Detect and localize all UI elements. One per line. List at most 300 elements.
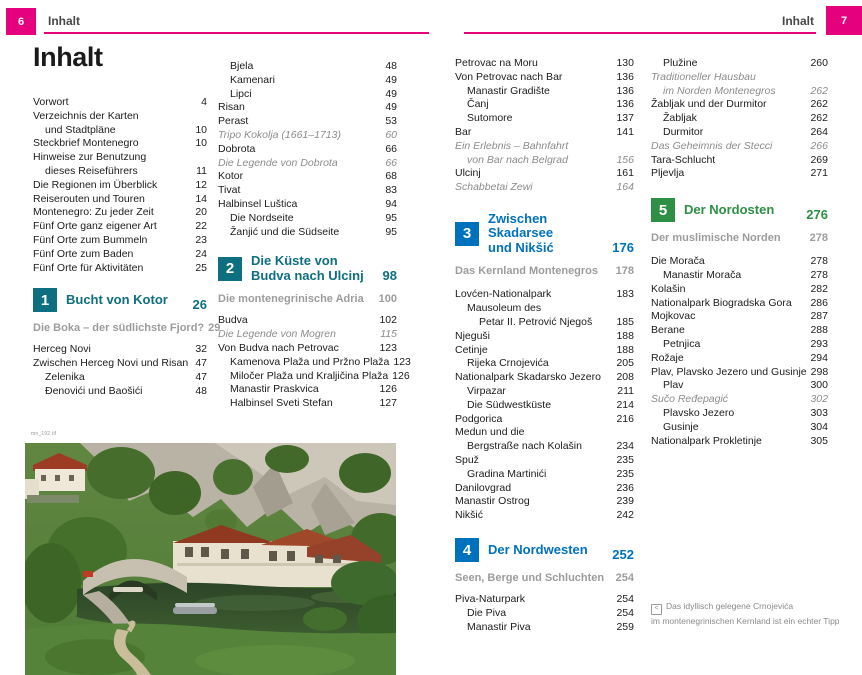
toc-entry-row: [651, 435, 828, 449]
toc-entry-row: [455, 495, 634, 509]
toc-column: [218, 60, 411, 411]
entry-title: Das Geheimnis der Stecci: [651, 139, 773, 152]
entry-title: von Bar nach Belgrad: [467, 153, 568, 166]
toc-entry-row: [455, 426, 634, 440]
entry-title: Manastir Gradište: [467, 84, 550, 97]
toc-subtitle-row: [33, 321, 221, 335]
entry-page-number: 278: [809, 232, 828, 245]
entry-title: Nationalpark Prokletinje: [651, 434, 762, 447]
arrow-left-icon: <: [651, 604, 662, 615]
toc-column: [33, 96, 221, 399]
entry-title: Kolašin: [651, 282, 686, 295]
section-number-badge: 2: [218, 257, 242, 281]
toc-entry-row: [455, 357, 634, 371]
toc-entry-row: [455, 181, 634, 195]
toc-entry-row: [455, 167, 634, 181]
photo-illustration: [25, 443, 396, 675]
entry-title: Durmitor: [663, 125, 704, 138]
toc-entry-row: [218, 74, 397, 88]
entry-title: Zwischen Herceg Novi und Risan: [33, 357, 189, 370]
toc-column: [455, 57, 634, 634]
entry-page-number: 214: [616, 398, 634, 411]
entry-page-number: 53: [385, 115, 397, 128]
toc-entry-row: [455, 316, 634, 330]
header-rule-left: [44, 32, 429, 34]
toc-entry-row: [455, 302, 634, 316]
entry-title: Čanj: [467, 98, 489, 111]
entry-page-number: 12: [195, 178, 207, 191]
entry-title: Plužine: [663, 57, 698, 69]
toc-entry-row: [33, 165, 207, 179]
caption-line-2: im montenegrinischen Kernland ist ein echter Tipp: [651, 616, 840, 626]
entry-title: Montenegro: Zu jeder Zeit: [33, 206, 154, 219]
entry-title: Verzeichnis der Karten: [33, 109, 139, 122]
header-rule-right: [464, 32, 816, 34]
section-title: Die Küste von Budva nach Ulcinj: [251, 253, 364, 283]
toc-entry-row: [651, 167, 828, 181]
toc-entry-row: [651, 421, 828, 435]
entry-page-number: 25: [195, 261, 207, 274]
entry-title: und Stadtpläne: [45, 123, 116, 136]
section-title: Bucht von Kotor: [66, 292, 168, 308]
toc-entry-row: [33, 96, 207, 110]
toc-entry-row: [651, 126, 828, 140]
section-page-number: 176: [612, 240, 634, 256]
section-title: Der Nordwesten: [488, 541, 588, 557]
section-number-badge: 3: [455, 222, 479, 246]
toc-entry-row: [651, 269, 828, 283]
entry-title: Die Südwestküste: [467, 398, 552, 411]
entry-title: Budva: [218, 314, 248, 327]
entry-title: Halbinsel Luštica: [218, 197, 298, 210]
toc-subtitle-row: [455, 571, 634, 585]
entry-page-number: [630, 140, 634, 154]
entry-page-number: 278: [810, 255, 828, 268]
entry-title: Žabljak und der Durmitor: [651, 98, 767, 111]
toc-entry-row: [651, 57, 828, 71]
entry-title: Sučo Ređepagić: [651, 393, 729, 406]
toc-entry-row: [33, 371, 207, 385]
entry-page-number: 269: [810, 153, 828, 166]
toc-entry-row: [218, 115, 397, 129]
entry-page-number: 303: [810, 406, 828, 419]
entry-page-number: 260: [810, 57, 828, 69]
toc-entry-row: [455, 71, 634, 85]
entry-title: Kotor: [218, 170, 244, 183]
toc-entry-row: [651, 98, 828, 112]
entry-page-number: 300: [810, 379, 828, 392]
entry-page-number: 183: [616, 288, 634, 301]
entry-page-number: 264: [810, 125, 828, 138]
toc-entry-row: [33, 262, 207, 276]
toc-entry-row: [651, 297, 828, 311]
entry-page-number: 305: [810, 434, 828, 447]
entry-title: Žabljak: [663, 112, 697, 125]
entry-page-number: [203, 110, 207, 124]
entry-page-number: 278: [810, 268, 828, 281]
entry-page-number: 49: [385, 73, 397, 86]
entry-page-number: 164: [616, 181, 634, 194]
entry-page-number: 126: [379, 383, 397, 396]
entry-page-number: 10: [195, 137, 207, 150]
entry-title: Die Legende von Mogren: [218, 328, 336, 341]
toc-entry-row: [455, 371, 634, 385]
entry-title: Tripo Kokolja (1661–1713): [218, 128, 341, 141]
toc-entry-row: [651, 352, 828, 366]
entry-title: Bergstraße nach Kolašin: [467, 440, 582, 453]
entry-page-number: 11: [196, 164, 207, 177]
entry-title: Gusinje: [663, 420, 699, 433]
toc-entry-row: [455, 385, 634, 399]
spacer: [651, 245, 828, 255]
entry-title: Bar: [455, 125, 472, 138]
entry-page-number: 242: [616, 509, 634, 522]
entry-title: Fünf Orte zum Baden: [33, 247, 134, 260]
toc-entry-row: [218, 170, 397, 184]
photo-credit: mn_192.tif: [31, 431, 57, 437]
entry-title: Gradina Martinići: [467, 467, 547, 480]
entry-title: Die montenegrinische Adria: [218, 293, 364, 306]
toc-entry-row: [33, 151, 207, 165]
toc-entry-row: [651, 338, 828, 352]
toc-entry-row: [218, 314, 397, 328]
entry-title: Tara-Schlucht: [651, 153, 716, 166]
toc-entry-row: [455, 593, 634, 607]
entry-page-number: 48: [385, 60, 397, 72]
entry-page-number: 185: [616, 316, 634, 329]
toc-entry-row: [33, 385, 207, 399]
running-head-left: Inhalt: [48, 14, 80, 28]
entry-title: Tivat: [218, 184, 241, 197]
entry-title: dieses Reiseführers: [45, 164, 138, 177]
toc-entry-row: [455, 330, 634, 344]
entry-title: Mojkovac: [651, 310, 696, 323]
entry-page-number: 136: [616, 70, 634, 83]
entry-title: Das Kernland Montenegros: [455, 265, 599, 278]
spacer: [455, 585, 634, 593]
toc-entry-row: [218, 369, 410, 384]
entry-title: Steckbrief Montenegro: [33, 137, 139, 150]
toc-entry-row: [455, 126, 634, 140]
entry-title: Njeguši: [455, 329, 491, 342]
entry-title: Die Regionen im Überblick: [33, 178, 158, 191]
spacer: [218, 306, 397, 314]
toc-entry-row: [455, 454, 634, 468]
section-page-number: 98: [382, 268, 397, 284]
entry-page-number: 254: [616, 593, 634, 606]
entry-page-number: 234: [616, 440, 634, 453]
entry-page-number: 304: [810, 420, 828, 433]
entry-page-number: 211: [617, 385, 634, 398]
entry-title: Piva-Naturpark: [455, 593, 526, 606]
entry-page-number: 95: [385, 211, 397, 224]
toc-entry-row: [651, 112, 828, 126]
entry-page-number: 294: [810, 351, 828, 364]
toc-entry-row: [455, 468, 634, 482]
entry-page-number: 66: [385, 142, 397, 155]
entry-page-number: 259: [616, 620, 634, 633]
entry-title: Kamenari: [230, 73, 275, 86]
entry-page-number: 266: [810, 139, 828, 152]
entry-page-number: 47: [195, 370, 207, 383]
entry-page-number: 22: [195, 220, 207, 233]
entry-page-number: 293: [810, 337, 828, 350]
entry-title: Nationalpark Biogradska Gora: [651, 296, 792, 309]
entry-title: Plav: [663, 379, 684, 392]
entry-page-number: 123: [379, 341, 397, 354]
entry-page-number: 262: [810, 98, 828, 111]
entry-page-number: 282: [810, 282, 828, 295]
section-page-number: 252: [612, 547, 634, 563]
toc-entry-row: [455, 607, 634, 621]
entry-page-number: 235: [616, 454, 634, 467]
toc-subtitle-row: [651, 231, 828, 245]
toc-entry-row: [33, 124, 207, 138]
toc-entry-row: [455, 482, 634, 496]
entry-title: Virpazar: [467, 385, 506, 398]
entry-page-number: 239: [616, 495, 634, 508]
toc-subtitle-row: [218, 292, 397, 306]
entry-title: Đenovići und Baošići: [45, 384, 143, 397]
toc-entry-row: [651, 324, 828, 338]
toc-entry-row: [455, 344, 634, 358]
toc-entry-row: [33, 137, 207, 151]
page-title: Inhalt: [33, 42, 103, 72]
section-number-badge: 4: [455, 538, 479, 562]
entry-page-number: 288: [810, 324, 828, 337]
spacer: [218, 239, 397, 253]
entry-page-number: 156: [616, 153, 634, 166]
toc-entry-row: [218, 129, 397, 143]
entry-page-number: [203, 151, 207, 165]
entry-title: Kamenova Plaža und Pržno Plaža: [230, 355, 390, 368]
entry-title: Lipci: [230, 87, 252, 100]
section-heading: [455, 538, 634, 562]
caption-line-1: Das idyllisch gelegene Crnojevića: [666, 601, 794, 611]
toc-entry-row: [33, 234, 207, 248]
entry-title: Fünf Orte zum Bummeln: [33, 233, 148, 246]
entry-title: Von Petrovac nach Bar: [455, 70, 563, 83]
toc-entry-row: [651, 366, 828, 380]
toc-entry-row: [33, 343, 207, 357]
entry-page-number: 287: [810, 310, 828, 323]
entry-title: Vorwort: [33, 96, 69, 108]
toc-entry-row: [651, 283, 828, 297]
toc-entry-row: [455, 509, 634, 523]
entry-title: Nationalpark Skadarsko Jezero: [455, 371, 601, 384]
entry-title: Dobrota: [218, 142, 256, 155]
photo-caption: [651, 600, 856, 628]
entry-page-number: 126: [392, 369, 410, 382]
section-page-number: 276: [806, 207, 828, 223]
entry-page-number: 66: [385, 156, 397, 169]
entry-title: Mausoleum des: [467, 302, 542, 315]
section-heading: [455, 212, 634, 256]
toc-entry-row: [455, 399, 634, 413]
spacer: [218, 284, 397, 292]
entry-title: Fünf Orte ganz eigener Art: [33, 220, 157, 233]
entry-title: Halbinsel Sveti Stefan: [230, 397, 333, 410]
entry-title: Die Nordseite: [230, 211, 294, 224]
toc-entry-row: [218, 397, 397, 411]
section-title: Der Nordosten: [684, 201, 775, 217]
entry-title: Die Legende von Dobrota: [218, 156, 338, 169]
spacer: [455, 195, 634, 211]
toc-entry-row: [455, 57, 634, 71]
toc-entry-row: [33, 193, 207, 207]
entry-page-number: 137: [616, 112, 634, 125]
entry-page-number: 216: [616, 412, 634, 425]
entry-page-number: 48: [195, 384, 207, 397]
toc-entry-row: [651, 310, 828, 324]
entry-title: Sutomore: [467, 112, 513, 125]
page-number-tab-right: 7: [826, 6, 862, 35]
section-page-number: 26: [192, 297, 207, 313]
entry-page-number: 262: [810, 112, 828, 125]
entry-title: Perast: [218, 115, 249, 128]
entry-page-number: 49: [385, 87, 397, 100]
photo-rijeka-crnojevica: [25, 443, 396, 675]
entry-title: Ein Erlebnis – Bahnfahrt: [455, 139, 569, 152]
entry-title: Plavsko Jezero: [663, 406, 735, 419]
toc-entry-row: [651, 154, 828, 168]
entry-title: Rijeka Crnojevića: [467, 357, 549, 370]
entry-title: Zelenika: [45, 370, 85, 383]
entry-page-number: 47: [195, 357, 207, 370]
toc-entry-row: [33, 206, 207, 220]
toc-entry-row: [651, 379, 828, 393]
entry-title: Lovćen-Nationalpark: [455, 288, 552, 301]
entry-title: Cetinje: [455, 343, 488, 356]
entry-page-number: 4: [201, 96, 207, 108]
spacer: [33, 313, 207, 321]
section-heading: [218, 254, 397, 283]
toc-entry-row: [651, 71, 828, 85]
section-heading: [651, 198, 828, 222]
entry-title: Ulcinj: [455, 167, 481, 180]
toc-entry-row: [218, 184, 397, 198]
entry-title: Schabbetai Zewi: [455, 181, 533, 194]
section-title: Zwischen Skadarsee und Nikšić: [488, 210, 554, 255]
entry-page-number: 83: [385, 184, 397, 197]
spacer: [455, 256, 634, 264]
entry-page-number: 95: [385, 225, 397, 238]
entry-title: Danilovgrad: [455, 481, 512, 494]
spacer: [455, 523, 634, 537]
section-heading: [33, 288, 207, 312]
toc-entry-row: [651, 85, 828, 99]
section-number-badge: 1: [33, 288, 57, 312]
page-number-tab-left: 6: [6, 8, 36, 35]
entry-page-number: 235: [616, 467, 634, 480]
toc-entry-row: [218, 143, 397, 157]
entry-title: Herceg Novi: [33, 343, 91, 356]
entry-page-number: 23: [195, 233, 207, 246]
entry-page-number: 205: [616, 357, 634, 370]
toc-entry-row: [455, 440, 634, 454]
toc-subtitle-row: [455, 264, 634, 278]
entry-title: Žanjić und die Südseite: [230, 225, 340, 238]
entry-title: Reiserouten und Touren: [33, 192, 145, 205]
toc-entry-row: [455, 413, 634, 427]
entry-page-number: 136: [616, 84, 634, 97]
entry-title: Rožaje: [651, 351, 684, 364]
entry-title: Petnjica: [663, 337, 701, 350]
entry-page-number: 29: [208, 322, 221, 335]
toc-entry-row: [651, 255, 828, 269]
entry-title: Die Morača: [651, 255, 705, 268]
spacer: [455, 563, 634, 571]
entry-title: Petrovac na Moru: [455, 57, 538, 69]
running-head-right: Inhalt: [782, 14, 814, 28]
toc-entry-row: [218, 328, 397, 342]
entry-title: Spuž: [455, 454, 479, 467]
entry-page-number: 68: [385, 170, 397, 183]
entry-page-number: 254: [615, 572, 634, 585]
toc-entry-row: [33, 110, 207, 124]
toc-column: [651, 57, 828, 448]
toc-entry-row: [218, 383, 397, 397]
entry-title: Die Boka – der südlichste Fjord?: [33, 322, 205, 335]
entry-page-number: 60: [385, 128, 397, 141]
toc-entry-row: [218, 101, 397, 115]
entry-title: Manastir Morača: [663, 268, 742, 281]
entry-page-number: 100: [378, 293, 397, 306]
entry-title: Miločer Plaža und Kraljičina Plaža: [230, 369, 389, 382]
toc-entry-row: [33, 248, 207, 262]
entry-page-number: 136: [616, 98, 634, 111]
toc-entry-row: [455, 85, 634, 99]
entry-title: Manastir Piva: [467, 620, 531, 633]
section-number-badge: 5: [651, 198, 675, 222]
spacer: [651, 223, 828, 231]
toc-entry-row: [218, 355, 411, 370]
entry-page-number: 188: [616, 343, 634, 356]
entry-title: Bjela: [230, 60, 254, 72]
entry-page-number: 127: [379, 397, 397, 410]
entry-title: Berane: [651, 324, 685, 337]
entry-page-number: 188: [616, 329, 634, 342]
entry-page-number: 32: [195, 343, 207, 356]
entry-title: Manastir Praskvica: [230, 383, 319, 396]
entry-page-number: 286: [810, 296, 828, 309]
toc-entry-row: [218, 198, 397, 212]
entry-page-number: [630, 302, 634, 316]
entry-page-number: 49: [385, 101, 397, 114]
toc-entry-row: [218, 212, 397, 226]
entry-title: Podgorica: [455, 412, 503, 425]
entry-page-number: 115: [380, 328, 397, 341]
entry-title: Medun und die: [455, 426, 525, 439]
entry-title: Plav, Plavsko Jezero und Gusinje: [651, 365, 807, 378]
spacer: [33, 335, 207, 343]
entry-page-number: 298: [810, 365, 829, 378]
toc-entry-row: [455, 140, 634, 154]
toc-entry-row: [651, 407, 828, 421]
toc-entry-row: [455, 288, 634, 302]
toc-entry-row: [455, 154, 634, 168]
spacer: [33, 275, 207, 287]
entry-page-number: 24: [195, 247, 207, 260]
entry-page-number: 20: [195, 206, 207, 219]
entry-title: Fünf Orte für Aktivitäten: [33, 261, 144, 274]
entry-title: Die Piva: [467, 606, 507, 619]
entry-title: Pljevlja: [651, 167, 685, 180]
entry-title: Der muslimische Norden: [651, 232, 781, 245]
entry-page-number: 94: [385, 197, 397, 210]
spacer: [455, 278, 634, 288]
toc-entry-row: [455, 98, 634, 112]
